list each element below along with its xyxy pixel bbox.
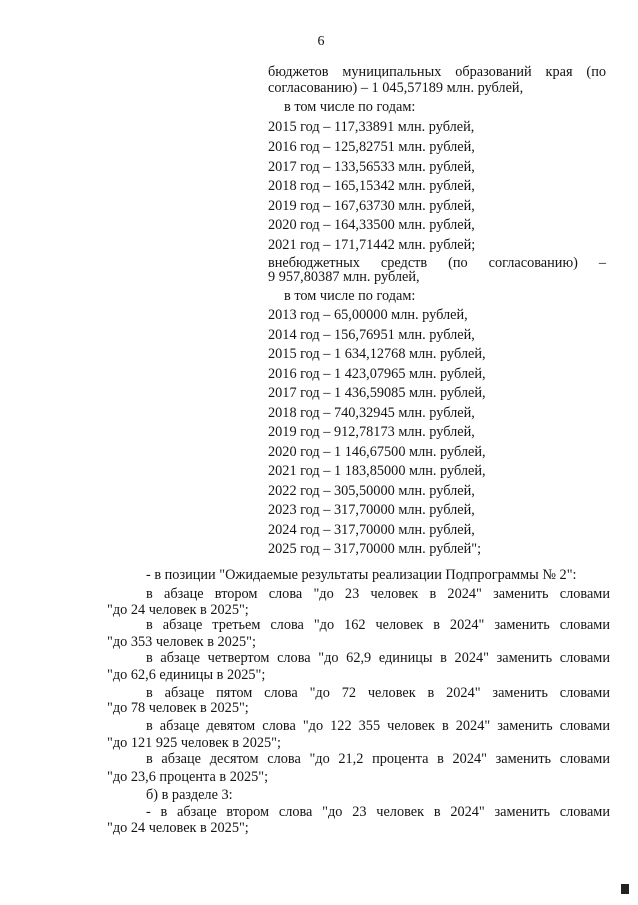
amendment-line: в абзаце девятом слова "до 122 355 человек в 2024" заменить словами — [146, 718, 610, 734]
year-line: 2016 год – 125,82751 млн. рублей, — [268, 139, 475, 155]
amendment-line: "до 62,6 единицы в 2025"; — [107, 667, 266, 683]
amendment-line: "до 23,6 процента в 2025"; — [107, 769, 269, 785]
year-line: 2013 год – 65,00000 млн. рублей, — [268, 307, 468, 323]
year-line: 2019 год – 167,63730 млн. рублей, — [268, 198, 475, 214]
scan-mark — [621, 884, 629, 894]
section-3-heading: б) в разделе 3: — [146, 787, 233, 803]
year-line: 2020 год – 1 146,67500 млн. рублей, — [268, 444, 486, 460]
by-years-label-2: в том числе по годам: — [284, 288, 416, 304]
year-line: 2023 год – 317,70000 млн. рублей, — [268, 502, 475, 518]
year-line: 2015 год – 1 634,12768 млн. рублей, — [268, 346, 486, 362]
amendment-line: в абзаце десятом слова "до 21,2 процента в 2024" заменить словами — [146, 751, 610, 767]
year-line: 2018 год – 740,32945 млн. рублей, — [268, 405, 475, 421]
year-line: 2016 год – 1 423,07965 млн. рублей, — [268, 366, 486, 382]
amendment-line: "до 24 человек в 2025"; — [107, 820, 249, 836]
amendment-line: "до 24 человек в 2025"; — [107, 602, 249, 618]
amendment-line: "до 353 человек в 2025"; — [107, 634, 256, 650]
amendment-line: "до 121 925 человек в 2025"; — [107, 735, 281, 751]
year-line: 2018 год – 165,15342 млн. рублей, — [268, 178, 475, 194]
year-line: 2019 год – 912,78173 млн. рублей, — [268, 424, 475, 440]
amendment-line: в абзаце втором слова "до 23 человек в 2024" заменить словами — [146, 586, 610, 602]
amendment-line: в абзаце пятом слова "до 72 человек в 2024" заменить словами — [146, 685, 610, 701]
amendment-line: в абзаце третьем слова "до 162 человек в 2024" заменить словами — [146, 617, 610, 633]
year-line: 2025 год – 317,70000 млн. рублей"; — [268, 541, 482, 557]
year-line: 2017 год – 1 436,59085 млн. рублей, — [268, 385, 486, 401]
amendment-line: в абзаце четвертом слова "до 62,9 единицы в 2024" заменить словами — [146, 650, 610, 666]
amendment-line: - в абзаце втором слова "до 23 человек в 2024" заменить словами — [146, 804, 610, 820]
by-years-label-1: в том числе по годам: — [284, 99, 416, 115]
year-line: 2021 год – 171,71442 млн. рублей; — [268, 237, 476, 253]
year-line: 2014 год – 156,76951 млн. рублей, — [268, 327, 475, 343]
extra-budget-line-1: внебюджетных средств (по согласованию) – — [268, 255, 606, 271]
municipal-budget-line-2: согласованию) – 1 045,57189 млн. рублей, — [268, 80, 524, 96]
year-line: 2015 год – 117,33891 млн. рублей, — [268, 119, 475, 135]
year-line: 2024 год – 317,70000 млн. рублей, — [268, 522, 475, 538]
year-line: 2021 год – 1 183,85000 млн. рублей, — [268, 463, 486, 479]
municipal-budget-line-1: бюджетов муниципальных образований края (по — [268, 64, 606, 80]
year-line: 2017 год – 133,56533 млн. рублей, — [268, 159, 475, 175]
amendment-line: "до 78 человек в 2025"; — [107, 700, 249, 716]
amendment-intro: - в позиции "Ожидаемые результаты реализации Подпрограммы № 2": — [146, 567, 577, 583]
extra-budget-line-2: 9 957,80387 млн. рублей, — [268, 269, 420, 285]
year-line: 2020 год – 164,33500 млн. рублей, — [268, 217, 475, 233]
year-line: 2022 год – 305,50000 млн. рублей, — [268, 483, 475, 499]
page-number: 6 — [317, 34, 325, 49]
